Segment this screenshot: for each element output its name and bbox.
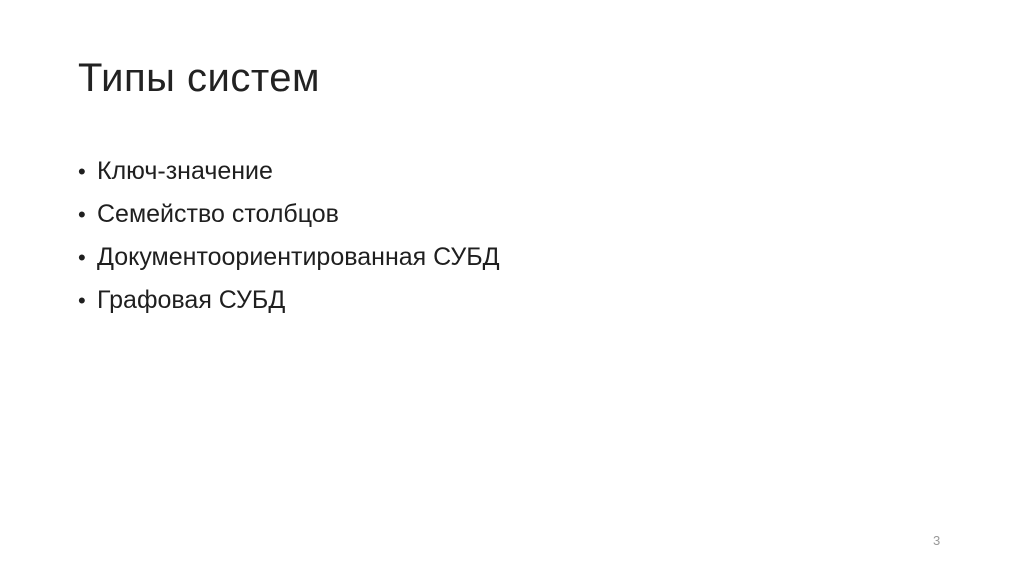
list-item bbox=[78, 193, 500, 236]
bullet-text: Ключ-значение bbox=[97, 157, 273, 185]
bullet-icon: • bbox=[78, 288, 86, 313]
bullet-icon: • bbox=[78, 245, 86, 270]
bullet-list bbox=[78, 150, 500, 322]
bullet-text: Семейство столбцов bbox=[97, 200, 339, 228]
bullet-text: Графовая СУБД bbox=[97, 286, 286, 314]
slide-title: Типы систем bbox=[78, 56, 321, 100]
bullet-text: Документоориентированная СУБД bbox=[97, 243, 500, 271]
slide-number: 3 bbox=[933, 533, 941, 548]
list-item bbox=[78, 279, 500, 322]
list-item bbox=[78, 150, 500, 193]
bullet-icon: • bbox=[78, 159, 86, 184]
list-item bbox=[78, 236, 500, 279]
bullet-icon: • bbox=[78, 202, 86, 227]
